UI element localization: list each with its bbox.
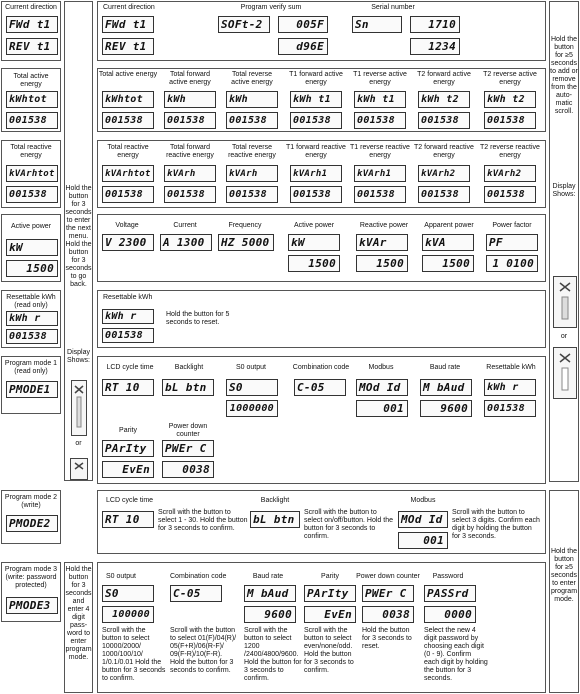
label: Active power: [293, 222, 335, 229]
lcd-display: PMODE2: [6, 515, 58, 532]
row-instantaneous: [97, 214, 546, 282]
lcd-display: bL btn: [162, 379, 214, 396]
lcd-display: 9600: [420, 400, 472, 417]
right-hold5-text: Hold the button for ≥5 seconds to add or remove from the auto-matic scroll.: [550, 36, 578, 115]
lcd-display: PF: [486, 234, 538, 251]
label: LCD cycle time: [106, 497, 154, 504]
lcd-display: PASSrd: [424, 585, 476, 602]
lcd-display: 001538: [290, 112, 342, 129]
lcd-display: EvEn: [304, 606, 356, 623]
button-down-icon: [70, 458, 88, 480]
label: Baud rate: [429, 364, 461, 371]
label: LCD cycle time: [106, 364, 154, 371]
lcd-display: d96E: [278, 38, 328, 55]
label: Program mode 2: [4, 494, 58, 501]
lcd-display: kVArh2: [418, 165, 470, 182]
lcd-display: 1710: [410, 16, 460, 33]
lcd-display: SOFt-2: [218, 16, 270, 33]
label: Combination code: [292, 364, 350, 371]
lcd-display: kWhtot: [102, 91, 154, 108]
lcd-display: 1500: [356, 255, 408, 272]
label: Resettable kWh: [6, 294, 56, 301]
label: Power down counter: [168, 423, 208, 438]
lcd-display: kVArh1: [290, 165, 342, 182]
lcd-display: 1000000: [226, 400, 278, 417]
lcd-display: REV t1: [6, 38, 58, 55]
label: Parity: [321, 573, 339, 580]
label: Total reverse active energy: [231, 71, 273, 86]
lcd-display: 001538: [6, 186, 58, 203]
note: Scroll with the button to select 1 - 30. Hold the button for 3 seconds to confirm.: [158, 509, 248, 532]
lcd-display: kWh t1: [354, 91, 406, 108]
note: Scroll with the button to select 10000/2000/ 1000/100/10/ 1/0.1/0.01 Hold the button for 3 seconds to confirm.: [102, 627, 166, 682]
row-resettable: [97, 290, 546, 348]
note: Select the new 4 digit password by choosing each digit (0 - 9). Confirm each digit by holding the button for 3 seconds.: [424, 627, 488, 682]
lcd-display: 001538: [418, 186, 470, 203]
left-program-mode-1-box: [1, 356, 61, 414]
note: Hold the button for 3 seconds to reset.: [362, 627, 412, 650]
lcd-display: kWh t2: [418, 91, 470, 108]
nav-display-shows: Display Shows:: [67, 349, 90, 364]
lcd-display: 001538: [354, 112, 406, 129]
lcd-display: kWh t2: [484, 91, 536, 108]
lcd-display: kVA: [422, 234, 474, 251]
label: T2 reverse active energy: [483, 71, 537, 86]
lcd-display: EvEn: [102, 461, 154, 478]
label: Total reverse reactive energy: [228, 144, 276, 159]
label: S0 output: [236, 364, 266, 371]
label: Current: [173, 222, 197, 229]
sublabel: (read only): [14, 368, 48, 375]
lcd-display: 001538: [418, 112, 470, 129]
lcd-display: FWd t1: [6, 16, 58, 33]
label: Backlight: [174, 364, 204, 371]
lcd-display: MOd Id: [398, 511, 448, 528]
row-program-mode-2: [97, 490, 546, 554]
note: Scroll with the button to select 01(F)/04(R)/ 05(F+R)/06(R-F)/ 09(F-R)/10(F-R). Hold the button for 3 seconds to confirm.: [170, 627, 237, 674]
left-total-active-box: [1, 68, 61, 132]
auto-scroll-off-icon: [553, 347, 577, 399]
lcd-display: PMODE3: [6, 597, 58, 614]
label: Resettable kWh: [486, 364, 536, 371]
row-program-mode-3: [97, 562, 546, 693]
lcd-display: S0: [226, 379, 278, 396]
left-current-direction-box: [1, 1, 61, 61]
label: Program mode 3: [4, 566, 58, 573]
label: Apparent power: [424, 222, 474, 229]
sublabel: (write: password protected): [5, 574, 57, 589]
lcd-display: PWEr C: [162, 440, 214, 457]
label: Power factor: [492, 222, 532, 229]
lcd-display: 001538: [6, 329, 58, 344]
sublabel: (write): [21, 502, 41, 509]
nav-or: or: [75, 440, 82, 447]
lcd-display: A 1300: [160, 234, 212, 251]
label: T2 reverse reactive energy: [480, 144, 540, 159]
row-info: [97, 1, 546, 61]
label: Parity: [119, 427, 137, 434]
lcd-display: 0038: [162, 461, 214, 478]
lcd-display: 001538: [290, 186, 342, 203]
lcd-display: kVArh1: [354, 165, 406, 182]
label: Modbus: [368, 364, 394, 371]
lcd-display: kVAr: [356, 234, 408, 251]
lcd-display: RT 10: [102, 511, 154, 528]
lcd-display: kWhtot: [6, 91, 58, 108]
lcd-display: 001: [356, 400, 408, 417]
label: Program mode 1: [4, 360, 58, 367]
lcd-display: kVArh: [226, 165, 278, 182]
label: Current direction: [5, 4, 57, 11]
nav-hold-text: Hold the button for 3 seconds to enter the next menu. Hold the button for 3 seconds to go back.: [65, 185, 92, 288]
lcd-display: kVArhtot: [6, 165, 58, 182]
lcd-display: Sn: [352, 16, 402, 33]
lcd-display: 001538: [226, 112, 278, 129]
lcd-display: 1500: [422, 255, 474, 272]
lcd-display: kVArh2: [484, 165, 536, 182]
label: Frequency: [228, 222, 262, 229]
lcd-display: bL btn: [250, 511, 300, 528]
label: Power down counter: [356, 573, 420, 580]
lcd-display: kWh r: [6, 311, 58, 326]
lcd-display: 001538: [164, 112, 216, 129]
lcd-display: 1234: [410, 38, 460, 55]
label: Reactive power: [359, 222, 409, 229]
label: Active power: [10, 223, 52, 230]
lcd-display: PWEr C: [362, 585, 414, 602]
lcd-display: 001538: [484, 112, 536, 129]
label: Program verify sum: [240, 4, 302, 11]
lcd-display: 001538: [102, 112, 154, 129]
lcd-display: S0: [102, 585, 154, 602]
label: Current direction: [103, 4, 155, 11]
label: Voltage: [115, 222, 139, 229]
lcd-display: 001538: [102, 328, 154, 343]
nav-hold3-text: Hold the button for 3 seconds and enter 4 digit pass-word to enter program mode.: [65, 566, 92, 661]
lcd-display: C-05: [294, 379, 346, 396]
note: Scroll with the button to select on/off/button. Hold the button for 3 seconds to confirm.: [304, 509, 393, 540]
label: T1 reverse active energy: [353, 71, 407, 86]
left-resettable-box: [1, 290, 61, 348]
lcd-display: PArIty: [304, 585, 356, 602]
auto-scroll-on-icon: [553, 276, 577, 328]
label: Total forward reactive energy: [166, 144, 214, 159]
right-hold-prog-text: Hold the button for ≥5 seconds to enter program mode.: [550, 548, 578, 603]
left-total-reactive-box: [1, 140, 61, 208]
label: T2 forward reactive energy: [414, 144, 474, 159]
lcd-display: 0038: [362, 606, 414, 623]
lcd-display: 005F: [278, 16, 328, 33]
lcd-display: 001538: [484, 400, 536, 417]
lcd-display: 001538: [354, 186, 406, 203]
lcd-display: 001538: [164, 186, 216, 203]
lcd-display: kWh r: [484, 379, 536, 396]
lcd-display: 0000: [424, 606, 476, 623]
label: T2 forward active energy: [417, 71, 471, 86]
lcd-display: kW: [288, 234, 340, 251]
lcd-display: 001538: [6, 112, 58, 129]
left-program-mode-3-box: [1, 562, 61, 622]
lcd-display: kWh: [164, 91, 216, 108]
label: Password: [432, 573, 464, 580]
lcd-display: FWd t1: [102, 16, 154, 33]
lcd-display: 001538: [102, 186, 154, 203]
label: T1 reverse reactive energy: [350, 144, 410, 159]
label: Combination code: [170, 573, 227, 580]
note: Scroll with the button to select 3 digits. Confirm each digit by holding the button for 3 seconds.: [452, 509, 540, 540]
lcd-display: REV t1: [102, 38, 154, 55]
lcd-display: HZ 5000: [218, 234, 274, 251]
lcd-display: kWh: [226, 91, 278, 108]
lcd-display: M bAud: [244, 585, 296, 602]
row-active-energy: [97, 68, 546, 132]
lcd-display: kWh t1: [290, 91, 342, 108]
lcd-display: 1500: [288, 255, 340, 272]
note: Scroll with the button to select even/none/odd. Hold the button for 3 seconds to confirm.: [304, 627, 354, 674]
sublabel: (read only): [14, 302, 48, 309]
lcd-display: 001538: [484, 186, 536, 203]
lcd-display: kVArh: [164, 165, 216, 182]
label: Total reactive energy: [10, 144, 52, 159]
lcd-display: PArIty: [102, 440, 154, 457]
lcd-display: M bAud: [420, 379, 472, 396]
lcd-display: 100000: [102, 606, 154, 623]
lcd-display: PMODE1: [6, 381, 58, 398]
lcd-display: V 2300: [102, 234, 154, 251]
lcd-display: 1 0100: [486, 255, 538, 272]
label: Resettable kWh: [103, 294, 153, 301]
label: T1 forward active energy: [289, 71, 343, 86]
lcd-display: 1500: [6, 260, 58, 277]
label: Serial number: [371, 4, 415, 11]
right-or: or: [560, 333, 568, 340]
lcd-display: MOd Id: [356, 379, 408, 396]
row-program-mode-1: [97, 356, 546, 484]
label: Total active energy: [13, 73, 49, 88]
label: Modbus: [410, 497, 436, 504]
lcd-display: kVArhtot: [102, 165, 154, 182]
row-reactive-energy: [97, 140, 546, 208]
label: T1 forward reactive energy: [286, 144, 346, 159]
left-program-mode-2-box: [1, 490, 61, 544]
left-active-power-box: [1, 214, 61, 282]
reset-note: Hold the button for 5 seconds to reset.: [166, 311, 230, 326]
label: Baud rate: [252, 573, 284, 580]
lcd-display: C-05: [170, 585, 222, 602]
button-up-icon: [71, 380, 87, 436]
lcd-display: kWh r: [102, 309, 154, 324]
label: S0 output: [106, 573, 136, 580]
right-display-shows: Display Shows:: [552, 183, 576, 198]
lcd-display: RT 10: [102, 379, 154, 396]
lcd-display: 001: [398, 532, 448, 549]
label: Total forward active energy: [169, 71, 211, 86]
label: Total reactive energy: [107, 144, 149, 159]
lcd-display: 9600: [244, 606, 296, 623]
note: Scroll with the button to select 1200 /2400/4800/9600. Hold the button for 3 seconds to confirm.: [244, 627, 302, 682]
label: Total active energy: [98, 71, 158, 78]
lcd-display: 001538: [226, 186, 278, 203]
lcd-display: kW: [6, 239, 58, 256]
label: Backlight: [260, 497, 290, 504]
